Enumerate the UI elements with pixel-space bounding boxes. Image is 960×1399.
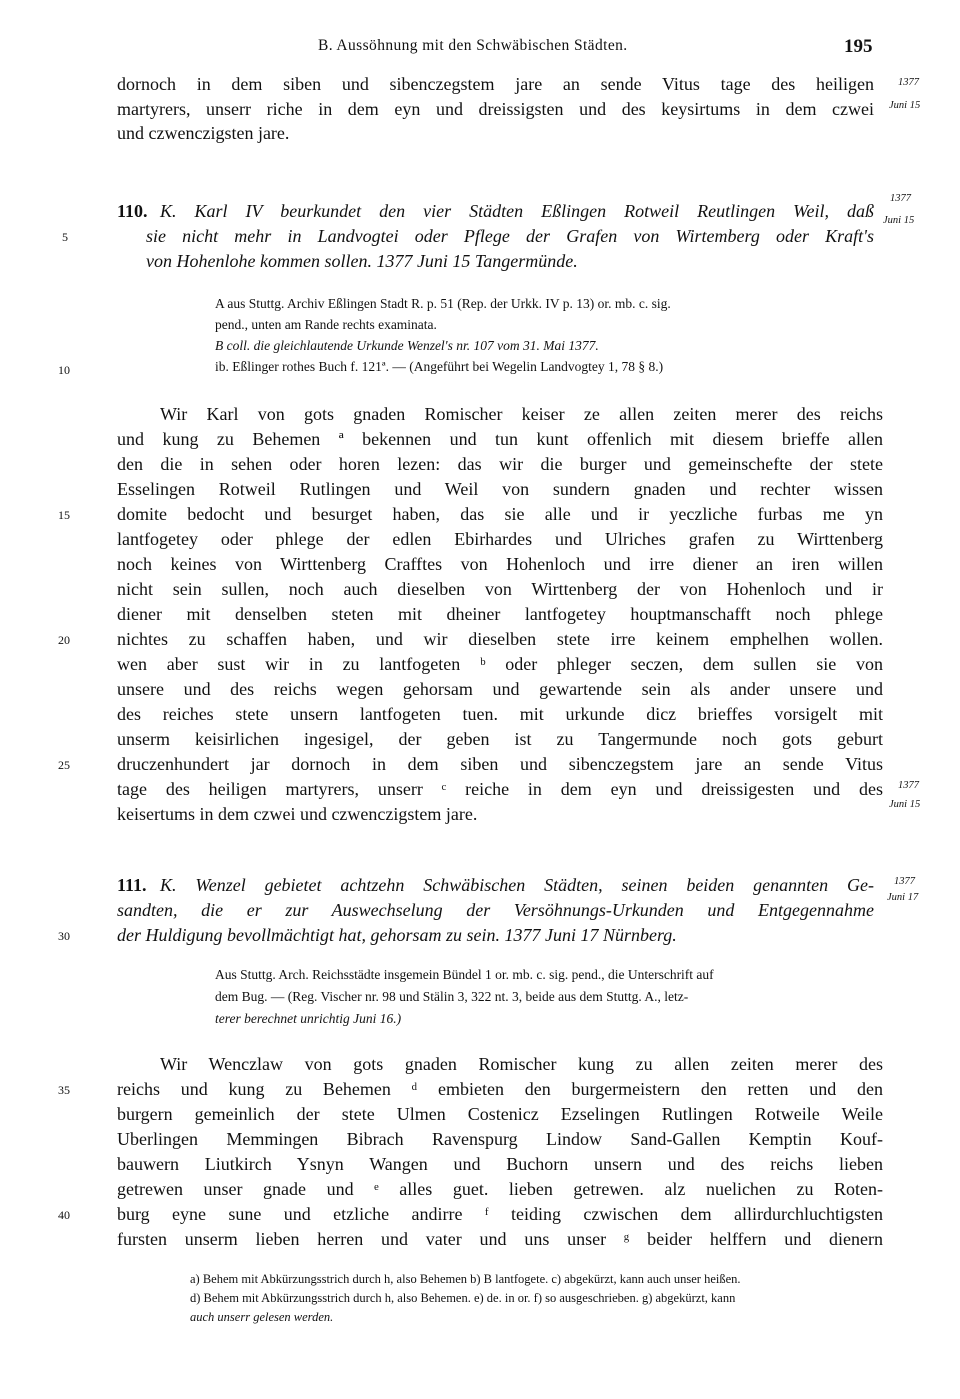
- text-line: des reiches stete unsern lantfogeten tuen. mit urkunde dicz brieffes vorsigelt mit: [117, 704, 883, 724]
- text-line: druczenhundert jar dornoch in dem siben und sibenczegstem jare an sende Vitus: [117, 754, 883, 774]
- page-number: 195: [844, 36, 873, 57]
- line-number: 5: [62, 230, 68, 244]
- text-line: den die in sehen oder horen lezen: das wir die burger und gemeinschefte der stete: [117, 454, 883, 474]
- source-line: ib. Eßlinger rothes Buch f. 121ª. — (Angeführt bei Wegelin Landvogtey 1, 78 § 8.): [215, 359, 664, 374]
- text-line: burg eyne sune und etzliche andirre ᶠ teiding czwischen dem allirdurchluchtigsten: [117, 1204, 883, 1224]
- text-line: unserm keisirlichen ingesigel, der geben ist zu Tangermunde noch gots geburt: [117, 729, 883, 749]
- text-line: noch keines von Wirttenberg Crafftes von Hohenloch und irre diener an iren willen: [117, 554, 883, 574]
- text-line: martyrers, unserr riche in dem eyn und dreissigsten und des keysirtums in dem czwei: [117, 99, 874, 119]
- line-number: 25: [58, 758, 70, 772]
- text-line: fursten unserm lieben herren und vater und uns unser ᵍ beider helffern und dienern: [117, 1229, 883, 1249]
- text-line: reichs und kung zu Behemen ᵈ embieten den burgermeistern den retten und den: [117, 1079, 883, 1099]
- source-line: pend., unten am Rande rechts examinata.: [215, 317, 437, 332]
- text-line: Esselingen Rotweil Rutlingen und Weil von sundern gnaden und rechter wissen: [117, 479, 883, 499]
- text-line: lantfogetey oder phlege der edlen Ebirhardes und Ulriches grafen zu Wirttenberg: [117, 529, 883, 549]
- line-number: 40: [58, 1208, 70, 1222]
- text-line: und kung zu Behemen ª bekennen und tun kunt offenlich mit diesem brieffe allen: [117, 429, 883, 449]
- source-line: B coll. die gleichlautende Urkunde Wenzel's nr. 107 vom 31. Mai 1377.: [215, 338, 599, 353]
- text-line: bauwern Liutkirch Ysnyn Wangen und Buchorn unsern und des reichs lieben: [117, 1154, 883, 1174]
- text-line: wen aber sust wir in zu lantfogeten ᵇ oder phleger seczen, dem sullen sie von: [117, 654, 883, 674]
- source-line: A aus Stuttg. Archiv Eßlingen Stadt R. p. 51 (Rep. der Urkk. IV p. 13) or. mb. c. sig.: [215, 296, 671, 311]
- text-line: unsere und des reichs wegen gehorsam und gewartende sein als ander unsere und: [117, 679, 883, 699]
- text-line: tage des heiligen martyrers, unserr ᶜ reiche in dem eyn und dreissigesten und des: [117, 779, 883, 799]
- line-number: 20: [58, 633, 70, 647]
- regest-line: der Huldigung bevollmächtigt hat, gehorsam zu sein. 1377 Juni 17 Nürnberg.: [117, 925, 677, 945]
- margin-date-day: Juni 15: [883, 215, 915, 226]
- line-number: 10: [58, 363, 70, 377]
- source-line: dem Bug. — (Reg. Vischer nr. 98 und Stälin 3, 322 nt. 3, beide aus dem Stuttg. A., letz-: [215, 989, 689, 1004]
- text-line: dornoch in dem siben und sibenczegstem jare an sende Vitus tage des heiligen: [117, 74, 874, 94]
- doc-number-110: 110.: [117, 201, 148, 221]
- running-title: B. Aussöhnung mit den Schwäbischen Städten.: [318, 37, 628, 54]
- regest-line: sie nicht mehr in Landvogtei oder Pflege der Grafen von Wirtemberg oder Kraft's: [146, 226, 874, 246]
- footnote-line: auch unserr gelesen werden.: [190, 1310, 334, 1324]
- line-number: 30: [58, 929, 70, 943]
- regest-line: von Hohenlohe kommen sollen. 1377 Juni 15 Tangermünde.: [146, 251, 578, 271]
- source-line: Aus Stuttg. Arch. Reichsstädte insgemein Bündel 1 or. mb. c. sig. pend., die Unterschrift auf: [215, 967, 714, 982]
- doc-number-111: 111.: [117, 875, 147, 895]
- regest-line: K. Wenzel gebietet achtzehn Schwäbischen Städten, seinen beiden genannten Ge-: [160, 875, 874, 895]
- text-line: nichtes zu schaffen haben, und wir dieselben stete irre keinem emphelhen wollen.: [117, 629, 883, 649]
- margin-date-year: 1377: [890, 193, 911, 204]
- margin-date-day: Juni 15: [889, 100, 921, 111]
- text-line: Wir Karl von gots gnaden Romischer keiser ze allen zeiten merer des reichs: [160, 404, 883, 424]
- regest-line: sandten, die er zur Auswechselung der Versöhnungs-Urkunden und Entgegennahme: [117, 900, 874, 920]
- text-line: getrewen unser gnade und ᵉ alles guet. lieben getrewen. alz nuelichen zu Roten-: [117, 1179, 883, 1199]
- footnote-line: d) Behem mit Abkürzungsstrich durch h, also Behemen. e) de. in or. f) so ausgeschrieben. g) abgekürzt, kann: [190, 1291, 736, 1305]
- margin-date-day: Juni 17: [887, 892, 919, 903]
- margin-date-year: 1377: [898, 780, 919, 791]
- text-line: Wir Wenczlaw von gots gnaden Romischer kung zu allen zeiten merer des: [160, 1054, 883, 1074]
- margin-date-year: 1377: [894, 876, 915, 887]
- margin-date-year: 1377: [898, 77, 919, 88]
- line-number: 15: [58, 508, 70, 522]
- text-line: Uberlingen Memmingen Bibrach Ravenspurg Lindow Sand-Gallen Kemptin Kouf-: [117, 1129, 883, 1149]
- margin-date-day: Juni 15: [889, 799, 921, 810]
- regest-line: K. Karl IV beurkundet den vier Städten Eßlingen Rotweil Reutlingen Weil, daß: [160, 201, 874, 221]
- text-line: und czwenczigsten jare.: [117, 123, 290, 143]
- text-line: nicht sein sullen, noch auch dieselben von Wirttenberg der von Hohenloch und ir: [117, 579, 883, 599]
- footnote-line: a) Behem mit Abkürzungsstrich durch h, also Behemen b) B lantfogete. c) abgekürzt, kann auch unser heißen.: [190, 1272, 741, 1286]
- text-line: keisertums in dem czwei und czwenczigstem jare.: [117, 804, 478, 824]
- text-line: domite bedocht und besurget haben, das sie alle und ir yeczliche furbas me yn: [117, 504, 883, 524]
- line-number: 35: [58, 1083, 70, 1097]
- text-line: burgern gemeinlich der stete Ulmen Costenicz Ezselingen Rutlingen Rotweile Weile: [117, 1104, 883, 1124]
- text-line: diener mit denselben steten mit dheiner lantfogetey houptmanschafft noch phlege: [117, 604, 883, 624]
- source-line: terer berechnet unrichtig Juni 16.): [215, 1011, 402, 1026]
